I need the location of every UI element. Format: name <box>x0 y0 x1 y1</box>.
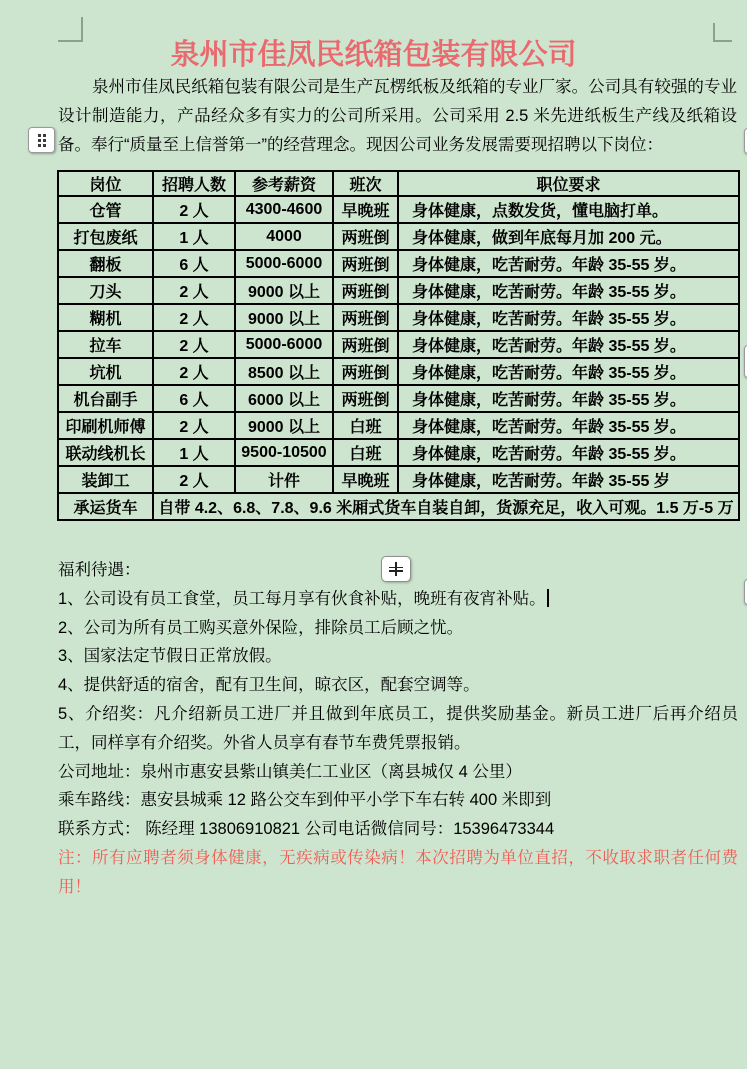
cell-salary: 4000 <box>235 223 333 250</box>
cell-count: 1 人 <box>153 223 235 250</box>
table-row <box>58 250 739 277</box>
cell-shift: 两班倒 <box>333 358 398 385</box>
cell-salary: 5000-6000 <box>235 331 333 358</box>
benefit-item: 2、公司为所有员工购买意外保险，排除员工后顾之忧。 <box>58 618 464 637</box>
cell-requirements: 身体健康，吃苦耐劳。年龄 35-55 岁。 <box>398 331 739 358</box>
cell-requirements: 身体健康，吃苦耐劳。年龄 35-55 岁。 <box>398 277 739 304</box>
cell-truck-details: 自带 4.2、6.8、7.8、9.6 米厢式货车自装自卸，货源充足，收入可观。1.5 万-5 万 <box>153 493 739 520</box>
cell-shift: 白班 <box>333 412 398 439</box>
cell-requirements: 身体健康，吃苦耐劳。年龄 35-55 岁。 <box>398 358 739 385</box>
note-text: 注：所有应聘者须身体健康，无疾病或传染病！本次招聘为单位直招，不收取求职者任何费用！ <box>58 848 738 896</box>
contact-line: 联系方式： 陈经理 13806910821 公司电话微信同号：15396473344 <box>58 820 555 839</box>
cell-count: 2 人 <box>153 331 235 358</box>
cell-count: 2 人 <box>153 277 235 304</box>
cell-salary: 5000-6000 <box>235 250 333 277</box>
cell-position: 刀头 <box>58 277 153 304</box>
page-title: 泉州市佳凤民纸箱包装有限公司 <box>170 39 577 71</box>
benefits-heading: 福利待遇： <box>58 561 141 579</box>
header-shift: 班次 <box>333 171 398 196</box>
cell-count: 2 人 <box>153 466 235 493</box>
cell-salary: 计件 <box>235 466 333 493</box>
benefit-item: 1、公司设有员工食堂，员工每月享有伙食补贴，晚班有夜宵补贴。 <box>58 585 738 614</box>
benefit-item: 4、提供舒适的宿舍，配有卫生间，晾衣区，配套空调等。 <box>58 676 480 695</box>
cell-count: 6 人 <box>153 385 235 412</box>
cell-position: 坑机 <box>58 358 153 385</box>
benefit-item: 3、国家法定节假日正常放假。 <box>58 647 282 666</box>
cell-requirements: 身体健康，吃苦耐劳。年龄 35-55 岁。 <box>398 412 739 439</box>
cell-position: 翻板 <box>58 250 153 277</box>
cell-position: 拉车 <box>58 331 153 358</box>
route-line: 乘车路线：惠安县城乘 12 路公交车到仲平小学下车右转 400 米即到 <box>58 791 552 810</box>
cell-shift: 两班倒 <box>333 304 398 331</box>
table-row <box>58 412 739 439</box>
cell-salary: 9000 以上 <box>235 412 333 439</box>
jobs-table <box>57 170 740 521</box>
cell-shift: 两班倒 <box>333 223 398 250</box>
cell-shift: 两班倒 <box>333 385 398 412</box>
address-line: 公司地址：泉州市惠安县紫山镇美仁工业区（离县城仅 4 公里） <box>58 762 522 781</box>
cell-requirements: 身体健康，点数发货，懂电脑打单。 <box>398 196 739 223</box>
header-count: 招聘人数 <box>153 171 235 196</box>
cell-shift: 白班 <box>333 439 398 466</box>
table-header-row <box>58 171 739 196</box>
cell-salary: 6000 以上 <box>235 385 333 412</box>
drag-handle-icon <box>38 134 46 147</box>
cell-requirements: 身体健康，做到年底每月加 200 元。 <box>398 223 739 250</box>
table-row <box>58 439 739 466</box>
cell-count: 2 人 <box>153 304 235 331</box>
cell-position: 联动线机长 <box>58 439 153 466</box>
cell-shift: 早晚班 <box>333 196 398 223</box>
cell-requirements: 身体健康，吃苦耐劳。年龄 35-55 岁。 <box>398 250 739 277</box>
cell-requirements: 身体健康，吃苦耐劳。年龄 35-55 岁 <box>398 466 739 493</box>
table-row <box>58 358 739 385</box>
cell-shift: 两班倒 <box>333 331 398 358</box>
table-row <box>58 304 739 331</box>
cell-salary: 8500 以上 <box>235 358 333 385</box>
table-row <box>58 466 739 493</box>
cell-shift: 两班倒 <box>333 277 398 304</box>
cell-count: 1 人 <box>153 439 235 466</box>
cell-salary: 9500-10500 <box>235 439 333 466</box>
cell-salary: 9000 以上 <box>235 277 333 304</box>
cell-count: 2 人 <box>153 358 235 385</box>
intro-paragraph: 泉州市佳凤民纸箱包装有限公司是生产瓦楞纸板及纸箱的专业厂家。公司具有较强的专业设计制造能力，产品经众多有实力的公司所采用。公司采用 2.5 米先进纸板生产线及纸箱设备。奉行“质量至上信誉第一”的经营理念。现因公司业务发展需要现招聘以下岗位： <box>58 78 737 154</box>
cell-count: 6 人 <box>153 250 235 277</box>
cell-position: 机台副手 <box>58 385 153 412</box>
cell-salary: 9000 以上 <box>235 304 333 331</box>
block-drag-handle[interactable] <box>28 127 55 153</box>
cell-requirements: 身体健康，吃苦耐劳。年龄 35-55 岁。 <box>398 439 739 466</box>
header-requirements: 职位要求 <box>398 171 739 196</box>
table-row <box>58 277 739 304</box>
cell-position: 糊机 <box>58 304 153 331</box>
cell-position: 承运货车 <box>58 493 153 520</box>
table-row <box>58 331 739 358</box>
cell-count: 2 人 <box>153 412 235 439</box>
cell-count: 2 人 <box>153 196 235 223</box>
cell-requirements: 身体健康，吃苦耐劳。年龄 35-55 岁。 <box>398 385 739 412</box>
cell-position: 仓管 <box>58 196 153 223</box>
table-row <box>58 385 739 412</box>
details-section <box>58 556 738 902</box>
cell-salary: 4300-4600 <box>235 196 333 223</box>
cell-position: 印刷机师傅 <box>58 412 153 439</box>
cell-position: 打包废纸 <box>58 223 153 250</box>
cell-shift: 早晚班 <box>333 466 398 493</box>
cell-requirements: 身体健康，吃苦耐劳。年龄 35-55 岁。 <box>398 304 739 331</box>
table-footer-row <box>58 493 739 520</box>
header-position: 岗位 <box>58 171 153 196</box>
cell-position: 装卸工 <box>58 466 153 493</box>
benefit-item: 5、介绍奖：凡介绍新员工进厂并且做到年底员工，提供奖励基金。新员工进厂后再介绍员工，同样享有介绍奖。外省人员享有春节车费凭票报销。 <box>58 704 738 752</box>
cell-shift: 两班倒 <box>333 250 398 277</box>
text-cursor <box>547 589 549 607</box>
table-row <box>58 196 739 223</box>
header-salary: 参考薪资 <box>235 171 333 196</box>
table-row <box>58 223 739 250</box>
